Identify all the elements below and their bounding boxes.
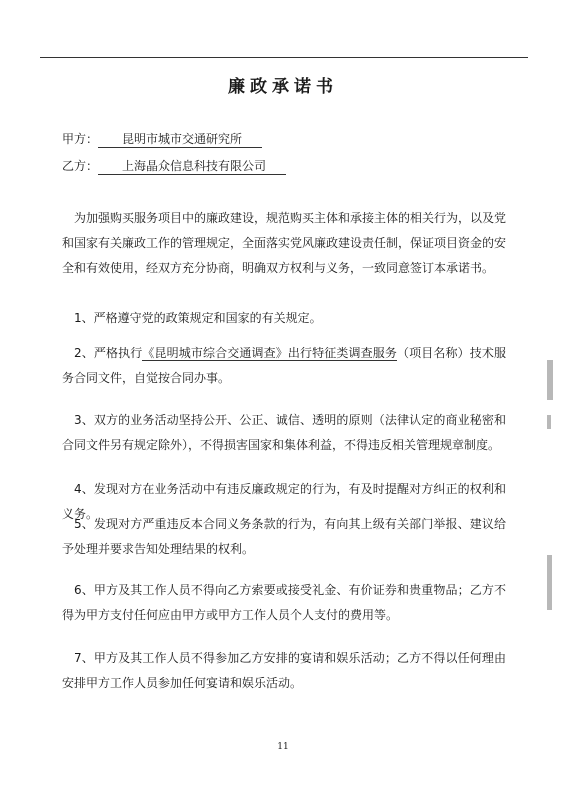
clause-4: 4、发现对方在业务活动中有违反廉政规定的行为，有及时提醒对方纠正的权利和义务。 — [62, 482, 506, 521]
scan-edge-mark — [547, 555, 552, 610]
scan-edge-mark — [547, 360, 553, 400]
party-a-label: 甲方： — [62, 132, 99, 146]
intro-paragraph: 为加强购买服务项目中的廉政建设，规范购买主体和承接主体的相关行为，以及党和国家有关廉政工作的管理规定，全面落实党风廉政建设责任制，保证项目资金的安全和有效使用，经双方充分协商，明确双方权利与义务，一致同意签订本承诺书。 — [62, 211, 507, 275]
party-b-value: 上海晶众信息科技有限公司 — [98, 159, 286, 175]
clause-2 — [62, 341, 506, 391]
party-b-line — [62, 157, 286, 175]
clause-2-suffix: （项目名称）技术服务合同文件，自觉按合同办事。 — [62, 346, 506, 385]
party-a-value: 昆明市城市交通研究所 — [98, 132, 262, 148]
party-a-line — [62, 130, 262, 148]
header-rule — [40, 57, 528, 58]
clause-1: 1、严格遵守党的政策规定和国家的有关规定。 — [74, 311, 322, 325]
party-b-label: 乙方： — [62, 159, 99, 173]
clause-2-project-name: 《昆明城市综合交通调查》出行特征类调查服务 — [142, 346, 397, 360]
clause-6: 6、甲方及其工作人员不得向乙方索要或接受礼金、有价证券和贵重物品；乙方不得为甲方支付任何应由甲方或甲方工作人员个人支付的费用等。 — [62, 583, 506, 622]
document-title: 廉政承诺书 — [228, 77, 338, 97]
clause-3: 3、双方的业务活动坚持公开、公正、诚信、透明的原则（法律认定的商业秘密和合同文件另有规定除外），不得损害国家和集体利益，不得违反相关管理规章制度。 — [62, 413, 506, 452]
clause-2-prefix: 2、严格执行 — [74, 346, 143, 360]
clause-7: 7、甲方及其工作人员不得参加乙方安排的宴请和娱乐活动；乙方不得以任何理由安排甲方工作人员参加任何宴请和娱乐活动。 — [62, 651, 506, 690]
scan-edge-mark — [547, 415, 551, 429]
clause-5: 5、发现对方严重违反本合同义务条款的行为，有向其上级有关部门举报、建议给予处理并要求告知处理结果的权利。 — [62, 517, 506, 556]
page-number: 11 — [277, 742, 289, 752]
